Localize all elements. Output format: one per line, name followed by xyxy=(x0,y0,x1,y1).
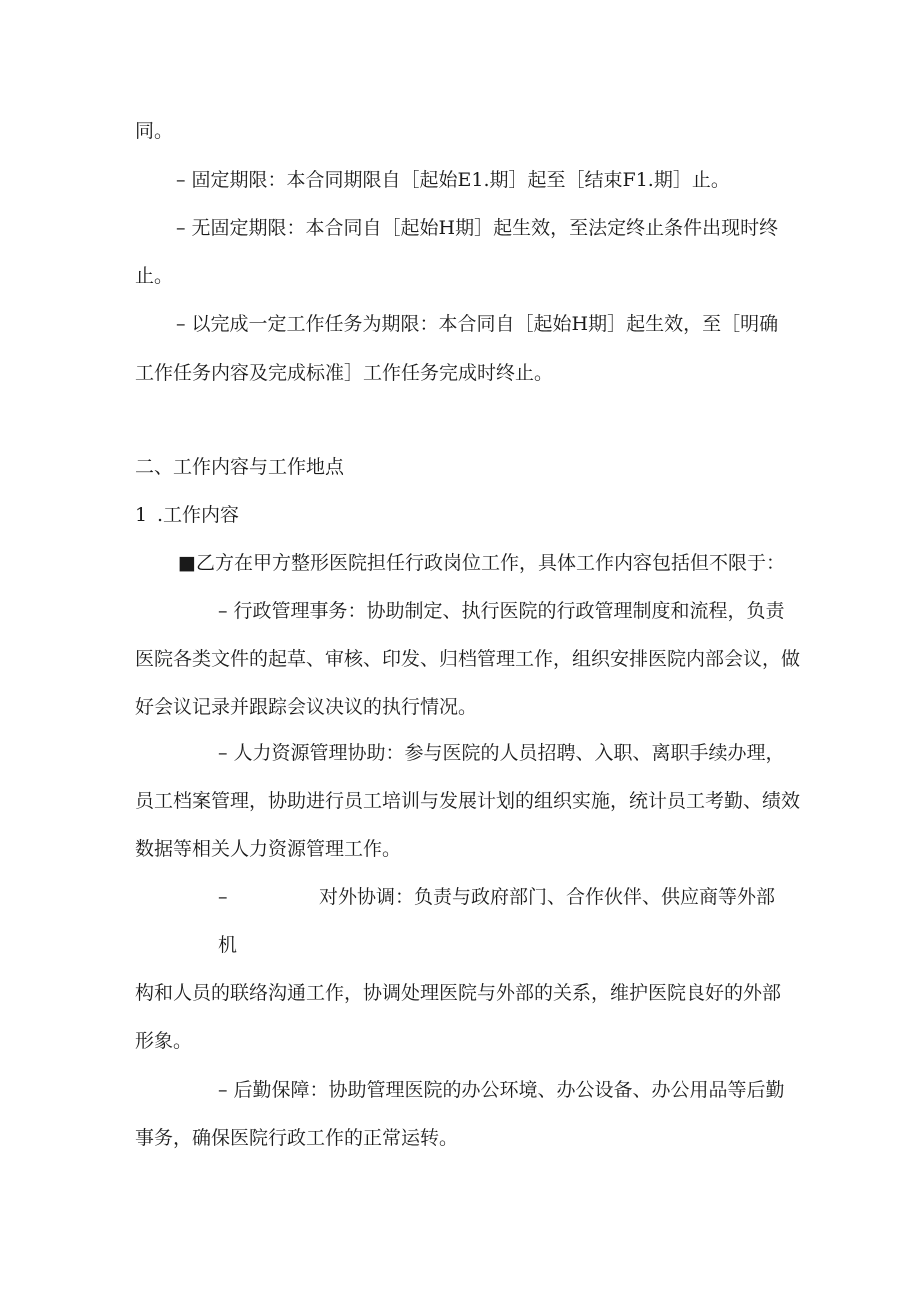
section-heading: 二、工作内容与工作地点 xyxy=(135,456,345,478)
intro-paragraph: ■乙方在甲方整形医院担任行政岗位工作，具体工作内容包括但不限于： xyxy=(178,552,785,574)
paragraph-line: 员工档案管理，协助进行员工培训与发展计划的组织实施，统计员工考勤、绩效 xyxy=(135,790,801,812)
list-item-hr: – 人力资源管理协助：参与医院的人员招聘、入职、离职手续办理， xyxy=(218,742,785,764)
paragraph-line: 机 xyxy=(218,934,238,956)
paragraph-line: 事务，确保医院行政工作的正常运转。 xyxy=(135,1127,459,1149)
paragraph-line: 构和人员的联络沟通工作，协调处理医院与外部的关系，维护医院良好的外部 xyxy=(135,982,782,1004)
list-dash: – xyxy=(218,886,228,908)
list-item-external: 对外协调：负责与政府部门、合作伙伴、供应商等外部 xyxy=(319,886,776,908)
list-item-logistics: – 后勤保障：协助管理医院的办公环境、办公设备、办公用品等后勤 xyxy=(218,1079,785,1101)
list-item-fixed-term: – 固定期限：本合同期限自［起始E1.期］起至［结束F1.期］止。 xyxy=(176,169,730,191)
paragraph-line: 好会议记录并跟踪会议决议的执行情况。 xyxy=(135,696,478,718)
paragraph-line: 工作任务内容及完成标准］工作任务完成时终止。 xyxy=(135,362,554,384)
paragraph-line: 同。 xyxy=(135,120,174,142)
subsection-heading: .工作内容 xyxy=(157,504,240,526)
list-item-task-term: – 以完成一定工作任务为期限：本合同自［起始H期］起生效，至［明确 xyxy=(176,313,779,335)
paragraph-line: 止。 xyxy=(135,265,174,287)
subsection-number: 1 xyxy=(135,504,148,526)
paragraph-line: 医院各类文件的起草、审核、印发、归档管理工作，组织安排医院内部会议，做 xyxy=(135,648,801,670)
paragraph-line: 形象。 xyxy=(135,1030,193,1052)
paragraph-line: 数据等相关人力资源管理工作。 xyxy=(135,838,402,860)
list-item-admin: – 行政管理事务：协助制定、执行医院的行政管理制度和流程，负责 xyxy=(218,600,785,622)
list-item-open-term: – 无固定期限：本合同自［起始H期］起生效，至法定终止条件出现时终 xyxy=(176,217,779,239)
